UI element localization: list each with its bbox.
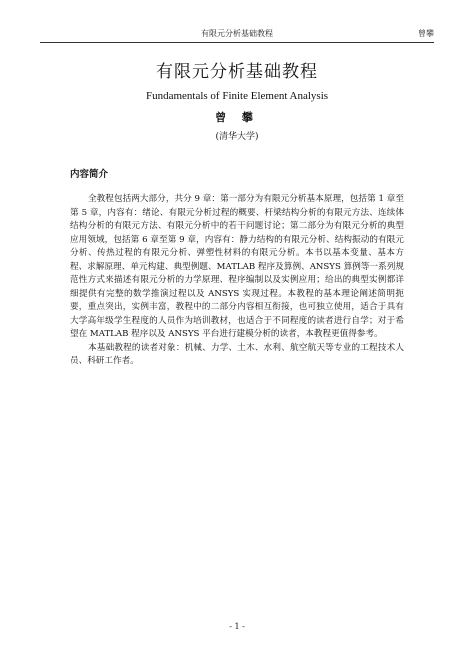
abstract-heading: 内容简介	[70, 169, 109, 180]
abstract-paragraph: 本基础教程的读者对象：机械、力学、土木、水利、航空航天等专业的工程技术人员、科研工作者。	[70, 342, 404, 366]
abstract-paragraph: 全教程包括两大部分，共分 9 章：第一部分为有限元分析基本原理，包括第 1 章至第 5 章，内容有：绪论、有限元分析过程的概要、杆梁结构分析的有限元方法、连续体结构分析的有限元方法、有限元分析中的若干问题讨论；第二部分为有限元分析的典型应用领域，包括第 6 章至第 9 章，内容有：静力结构的有限元分析、结构振动的有限元分析、传热过程的有限元分析、弹塑性材料的有限元分析。本书以基本变量、基本方程、求解原理、单元构建、典型例题、MATLAB 程序及算例、ANSYS 算例等一系列规范性方式来描述有限元分析的力学原理、程序编制以及实例应用；给出的典型实例都详细提供有完整的数学推演过程以及 ANSYS 实现过程。本教程的基本理论阐述简明扼要，重点突出，实例丰富，教程中的二部分内容相互衔接，也可独立使用，适合于具有大学高年级学生程度的人员作为培训教材，也适合于不同程度的读者进行自学；对于希望在 MATLAB 程序以及 ANSYS 平台进行建模分析的读者，本教程更值得参考。	[70, 194, 404, 339]
author-affiliation: (清华大学)	[215, 132, 259, 142]
document-subtitle-english: Fundamentals of Finite Element Analysis	[145, 90, 329, 102]
document-title: 有限元分析基础教程	[156, 62, 318, 82]
author-name: 曾 攀	[215, 111, 259, 124]
page-number: - 1 -	[229, 622, 245, 631]
abstract-body	[70, 193, 404, 369]
running-header	[40, 28, 434, 42]
header-rule	[40, 42, 434, 43]
running-header-title: 有限元分析基础教程	[201, 29, 273, 38]
running-header-author: 曾攀	[418, 29, 434, 38]
